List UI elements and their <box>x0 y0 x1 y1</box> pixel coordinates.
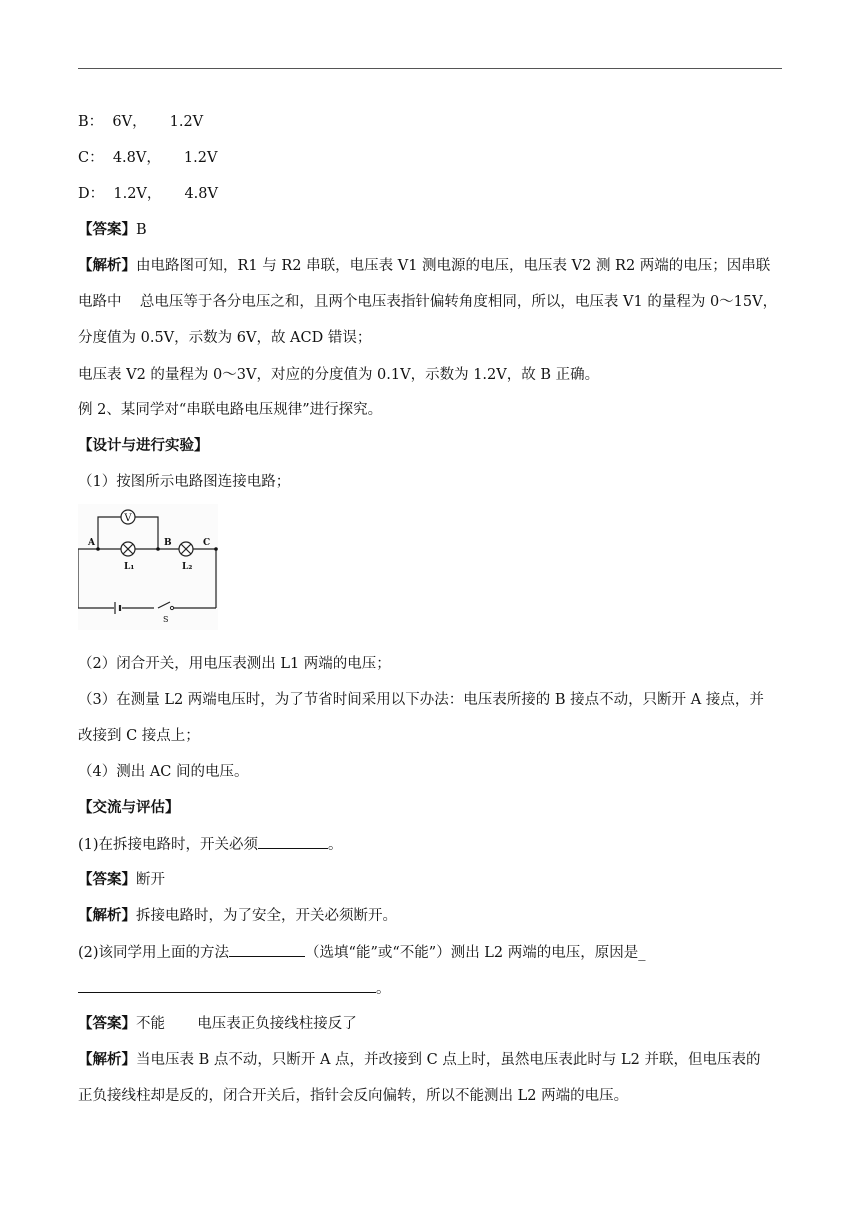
node-b-label: B <box>164 538 172 548</box>
analysis-tag: 【解析】 <box>78 907 136 924</box>
answer-1: 【答案】B <box>78 221 147 238</box>
analysis-3-line-2: 正负接线柱却是反的，闭合开关后，指针会反向偏转，所以不能测出 L2 两端的电压。 <box>78 1088 629 1104</box>
analysis-1-line-1: 【解析】由电路图可知，R1 与 R2 串联，电压表 V1 测电源的电压，电压表 V2 测 R2 两端的电压；因串联 <box>78 257 771 274</box>
answer-blank <box>78 978 376 993</box>
step-3-line-1: （3）在测量 L2 两端电压时，为了节省时间采用以下办法：电压表所接的 B 接点不动，只断开 A 接点，并 <box>78 692 764 708</box>
answer-2: 【答案】断开 <box>78 871 165 888</box>
analysis-3-line-1: 【解析】当电压表 B 点不动，只断开 A 点，并改接到 C 点上时，虽然电压表此时与 L2 并联，但电压表的 <box>78 1051 761 1068</box>
switch-label: S <box>163 615 169 624</box>
option-b: B： 6V， 1.2V <box>78 114 204 130</box>
header-rule <box>78 68 782 69</box>
answer-blank <box>258 834 328 849</box>
option-d: D： 1.2V， 4.8V <box>78 186 218 202</box>
analysis-tag: 【解析】 <box>78 257 136 274</box>
lamp-l2-label: L₂ <box>182 562 193 572</box>
circuit-diagram <box>78 504 218 630</box>
lamp-l2-symbol <box>179 542 193 556</box>
answer-tag: 【答案】 <box>78 871 136 888</box>
question-1: (1)在拆接电路时，开关必须 。 <box>78 834 782 855</box>
option-c: C： 4.8V， 1.2V <box>78 150 218 166</box>
analysis-2: 【解析】拆接电路时，为了安全，开关必须断开。 <box>78 907 397 924</box>
step-3-line-2: 改接到 C 接点上； <box>78 728 200 744</box>
voltmeter-label: V <box>124 513 132 524</box>
answer-tag: 【答案】 <box>78 221 136 238</box>
lamp-l1-label: L₁ <box>124 562 135 572</box>
switch-symbol <box>170 606 173 609</box>
step-2: （2）闭合开关，用电压表测出 L1 两端的电压； <box>78 656 391 672</box>
analysis-1-line-3: 分度值为 0.5V，示数为 6V，故 ACD 错误； <box>78 330 372 346</box>
analysis-1-line-2: 电路中 总电压等于各分电压之和，且两个电压表指针偏转角度相同，所以，电压表 V1 的量程为 0～15V， <box>78 294 778 310</box>
node-c-label: C <box>203 538 211 548</box>
answer-blank <box>229 942 305 957</box>
example-2-title: 例 2、某同学对“串联电路电压规律”进行探究。 <box>78 402 383 418</box>
evaluation-heading: 【交流与评估】 <box>78 799 180 816</box>
node-a-label: A <box>88 538 95 548</box>
lamp-l1-symbol <box>121 542 135 556</box>
analysis-1-line-4: 电压表 V2 的量程为 0～3V，对应的分度值为 0.1V，示数为 1.2V，故 B 正确。 <box>78 367 600 383</box>
analysis-tag: 【解析】 <box>78 1051 136 1068</box>
design-heading: 【设计与进行实验】 <box>78 437 209 454</box>
step-4: （4）测出 AC 间的电压。 <box>78 764 249 780</box>
answer-tag: 【答案】 <box>78 1015 136 1032</box>
step-1: （1）按图所示电路图连接电路； <box>78 474 291 490</box>
answer-3: 【答案】不能 电压表正负接线柱接反了 <box>78 1015 357 1032</box>
question-2: (2)该同学用上面的方法 （选填“能”或“不能”）测出 L2 两端的电压，原因是_ <box>78 942 782 963</box>
question-2-continuation: 。 <box>78 978 782 999</box>
